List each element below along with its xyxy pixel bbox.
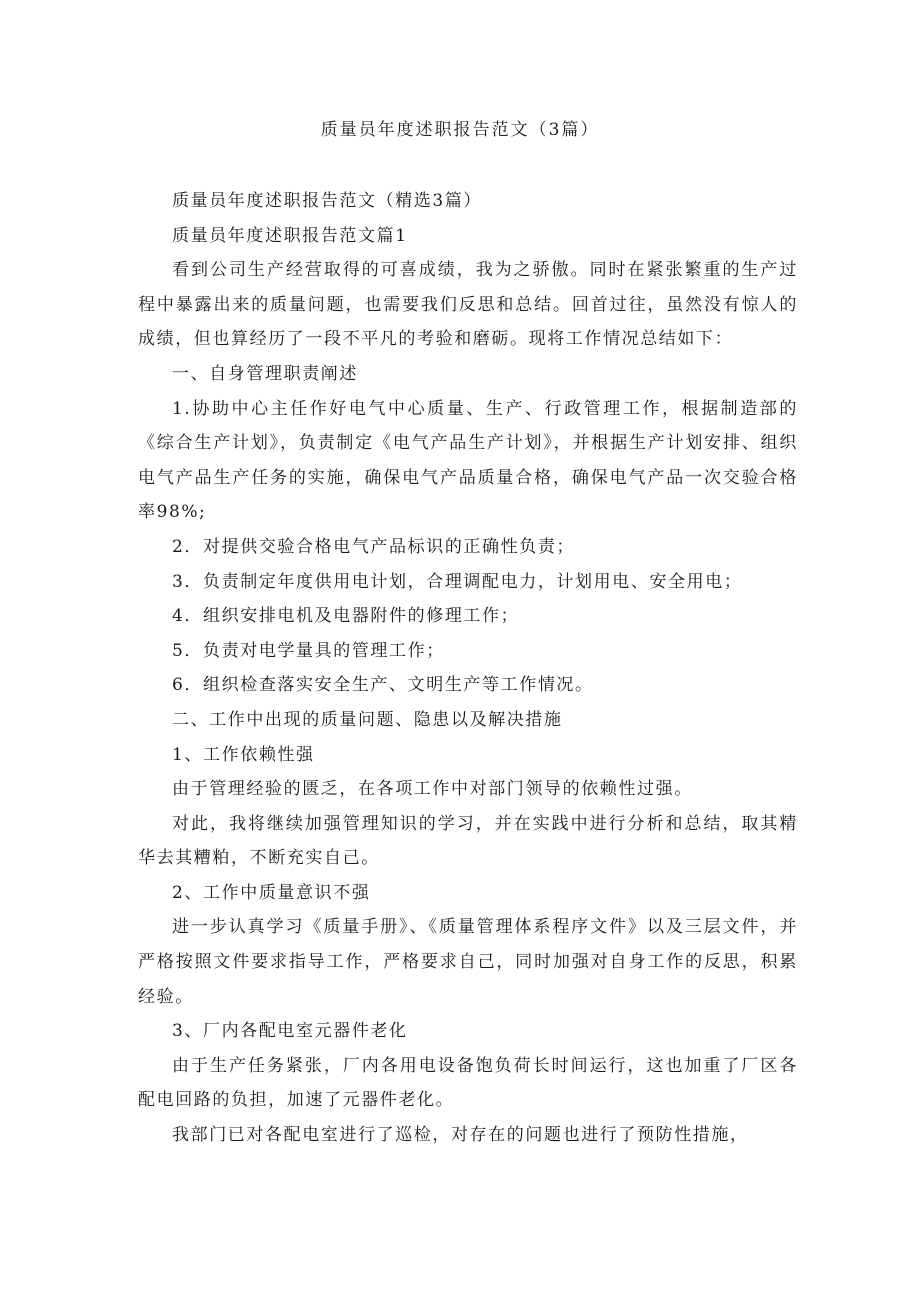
duty-item-2: 2．对提供交验合格电气产品标识的正确性负责； (172, 536, 576, 557)
heading-duties: 一、自身管理职责阐述 (172, 363, 358, 384)
duty-item-6: 6．组织检查落实安全生产、文明生产等工作情况。 (172, 675, 594, 696)
problem-text-1b: 对此，我将继续加强管理知识的学习，并在实践中进行分析和总结，取其精华去其糟粕，不断充实自己。 (138, 813, 798, 869)
paragraph-section-heading: 质量员年度述职报告范文篇1 (172, 225, 408, 246)
problem-text-3b: 我部门已对各配电室进行了巡检，对存在的问题也进行了预防性措施， (172, 1125, 749, 1146)
paragraph-intro: 看到公司生产经营取得的可喜成绩，我为之骄傲。同时在紧张繁重的生产过程中暴露出来的质量问题，也需要我们反思和总结。回首过往，虽然没有惊人的成绩，但也算经历了一段不平凡的考验和磨砺。现将工作情况总结如下： (138, 260, 798, 350)
paragraph-subtitle: 质量员年度述职报告范文（精选3篇） (172, 191, 483, 211)
problem-text-1a: 由于管理经验的匮乏，在各项工作中对部门领导的依赖性过强。 (172, 779, 693, 800)
problem-text-3a: 由于生产任务紧张，厂内各用电设备饱负荷长时间运行，这也加重了厂区各配电回路的负担，加速了元器件老化。 (138, 1055, 798, 1111)
duty-item-3: 3．负责制定年度供用电计划，合理调配电力，计划用电、安全用电； (172, 571, 743, 592)
problem-text-2: 进一步认真学习《质量手册》、《质量管理体系程序文件》以及三层文件，并严格按照文件要求指导工作，严格要求自己，同时加强对自身工作的反思，积累经验。 (138, 917, 798, 1007)
duty-item-1: 1.协助中心主任作好电气中心质量、生产、行政管理工作，根据制造部的《综合生产计划》，负责制定《电气产品生产计划》，并根据生产计划安排、组织电气产品生产任务的实施，确保电气产品质量合格，确保电气产品一次交验合格率98%; (138, 398, 798, 523)
heading-problems: 二、工作中出现的质量问题、隐患以及解决措施 (172, 709, 563, 730)
duty-item-5: 5．负责对电学量具的管理工作； (172, 640, 445, 661)
duty-item-4: 4．组织安排电机及电器附件的修理工作； (172, 606, 520, 627)
problem-heading-2: 2、工作中质量意识不强 (172, 882, 371, 903)
problem-heading-1: 1、工作依赖性强 (172, 744, 315, 765)
problem-heading-3: 3、厂内各配电室元器件老化 (172, 1021, 408, 1042)
document-body (138, 184, 798, 1153)
document-title: 质量员年度述职报告范文（3篇） (320, 120, 600, 140)
